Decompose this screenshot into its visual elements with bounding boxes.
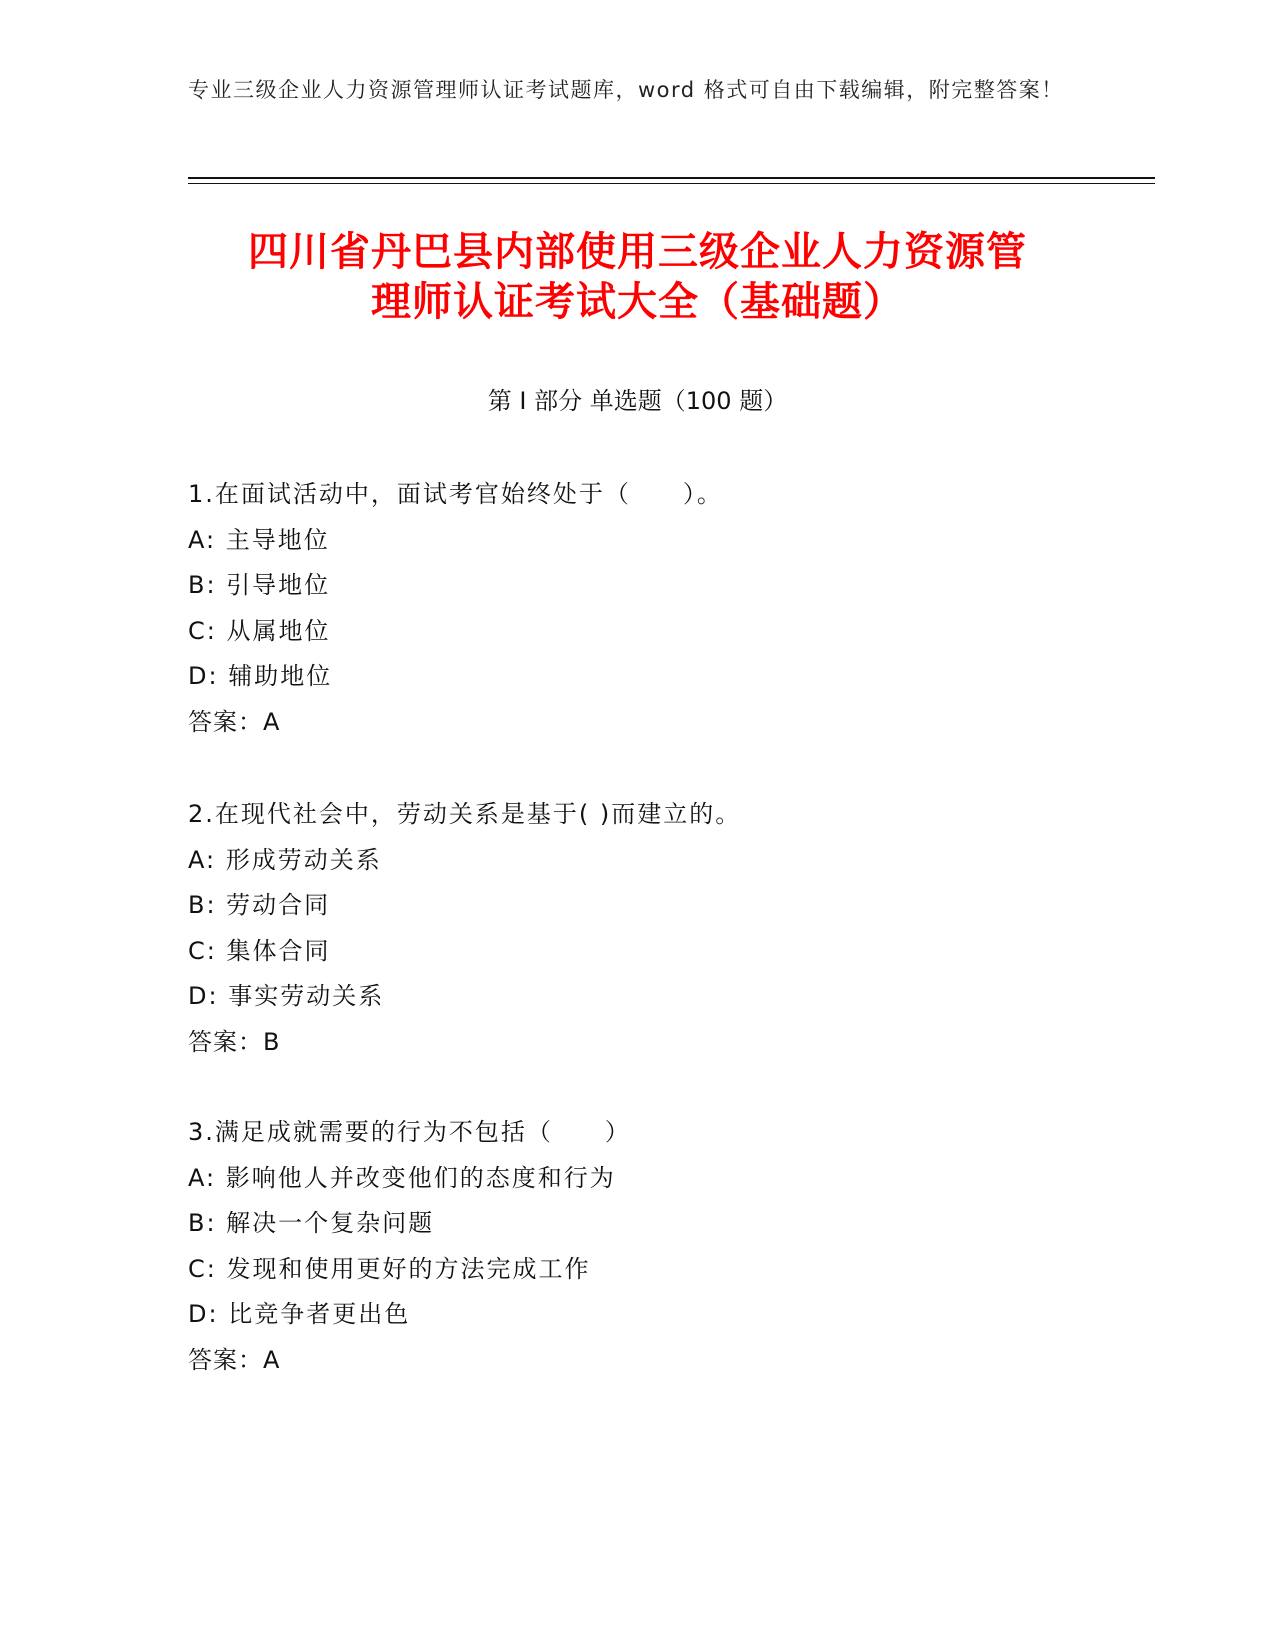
option-c: C: 从属地位 <box>188 616 331 645</box>
header-note: 专业三级企业人力资源管理师认证考试题库，word 格式可自由下载编辑，附完整答案！ <box>188 78 1064 102</box>
question-stem: 3.满足成就需要的行为不包括（ ） <box>188 1118 631 1146</box>
option-d: D: 事实劳动关系 <box>188 982 385 1010</box>
option-d: D: 辅助地位 <box>188 662 333 690</box>
question-stem: 1.在面试活动中，面试考官始终处于（ ）。 <box>188 480 723 508</box>
option-d: D: 比竞争者更出色 <box>188 1300 411 1328</box>
question-stem: 2.在现代社会中，劳动关系是基于( )而建立的。 <box>188 800 742 828</box>
option-c: C: 集体合同 <box>188 936 331 965</box>
document-title <box>160 227 1115 327</box>
question-3 <box>188 1110 1088 1383</box>
option-a: A: 影响他人并改变他们的态度和行为 <box>188 1163 616 1192</box>
document-title-line-1: 四川省丹巴县内部使用三级企业人力资源管 <box>248 229 1027 275</box>
option-b: B: 劳动合同 <box>188 891 331 919</box>
option-a: A: 形成劳动关系 <box>188 845 382 874</box>
answer: 答案：A <box>188 1345 281 1374</box>
option-b: B: 解决一个复杂问题 <box>188 1209 435 1237</box>
question-1 <box>188 472 1088 745</box>
answer: 答案：A <box>188 707 281 736</box>
option-a: A: 主导地位 <box>188 525 330 554</box>
document-title-line-2: 理师认证考试大全（基础题） <box>371 279 904 325</box>
section-heading: 第 I 部分 单选题（100 题） <box>487 387 788 415</box>
question-2 <box>188 792 1088 1065</box>
option-b: B: 引导地位 <box>188 571 331 599</box>
option-c: C: 发现和使用更好的方法完成工作 <box>188 1254 591 1283</box>
header-divider-thick <box>188 177 1155 179</box>
answer: 答案：B <box>188 1027 281 1056</box>
header-divider-thin <box>188 183 1155 184</box>
